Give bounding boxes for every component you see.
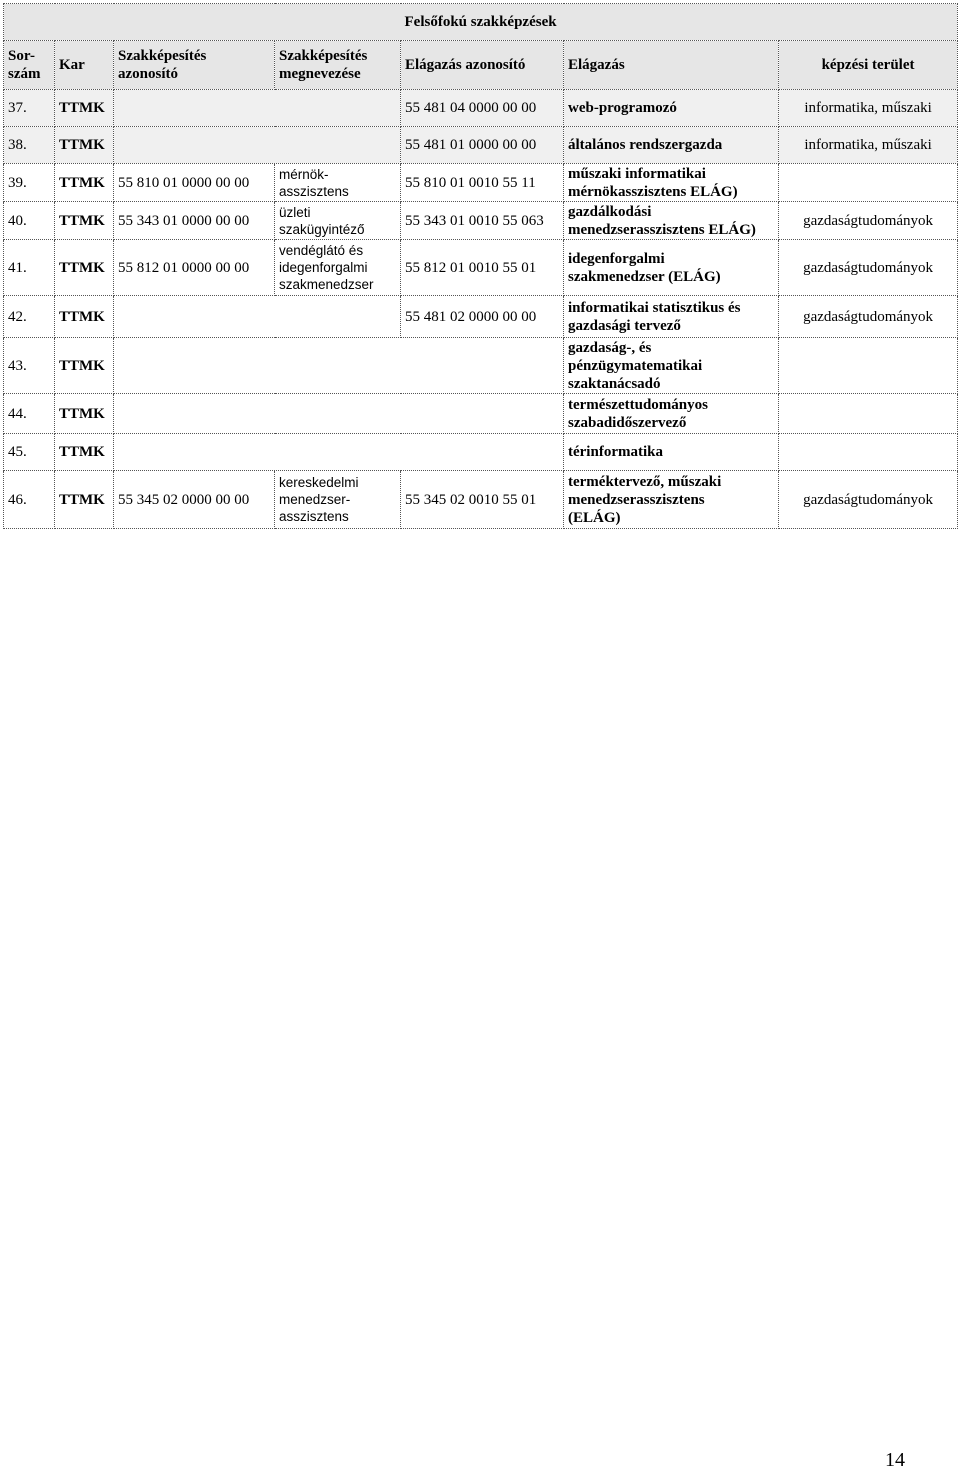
sorszam-cell: 43. bbox=[4, 338, 55, 394]
megnevezes-cell: kereskedelmi menedzser- asszisztens bbox=[275, 471, 401, 529]
elagazas-azonosito-cell: 55 343 01 0010 55 063 bbox=[401, 202, 564, 240]
header-sorszam: Sor- szám bbox=[4, 41, 55, 90]
table-row bbox=[4, 202, 958, 240]
szak-azonosito-cell: 55 812 01 0000 00 00 bbox=[114, 240, 275, 296]
header-elagazas-azonosito: Elágazás azonosító bbox=[401, 41, 564, 90]
elagazas-azonosito-cell: 55 481 02 0000 00 00 bbox=[401, 296, 564, 338]
training-table bbox=[3, 3, 958, 529]
elagazas-cell: műszaki informatikai mérnökasszisztens ELÁG) bbox=[564, 164, 779, 202]
sorszam-cell: 41. bbox=[4, 240, 55, 296]
empty-cell bbox=[114, 338, 564, 394]
elagazas-azonosito-cell: 55 812 01 0010 55 01 bbox=[401, 240, 564, 296]
header-kepzesi-terulet: képzési terület bbox=[779, 41, 958, 90]
kar-cell: TTMK bbox=[55, 127, 114, 164]
elagazas-cell: általános rendszergazda bbox=[564, 127, 779, 164]
elagazas-azonosito-cell: 55 481 01 0000 00 00 bbox=[401, 127, 564, 164]
szak-azonosito-cell: 55 345 02 0000 00 00 bbox=[114, 471, 275, 529]
kar-cell: TTMK bbox=[55, 296, 114, 338]
page-number: 14 bbox=[885, 1449, 905, 1471]
table-row bbox=[4, 240, 958, 296]
elagazas-cell: idegenforgalmi szakmenedzser (ELÁG) bbox=[564, 240, 779, 296]
sorszam-cell: 37. bbox=[4, 90, 55, 127]
table-row bbox=[4, 90, 958, 127]
header-kar: Kar bbox=[55, 41, 114, 90]
table-row bbox=[4, 471, 958, 529]
header-szak-azonosito: Szakképesítés azonosító bbox=[114, 41, 275, 90]
table-row bbox=[4, 127, 958, 164]
elagazas-cell: web-programozó bbox=[564, 90, 779, 127]
kar-cell: TTMK bbox=[55, 240, 114, 296]
elagazas-cell: térinformatika bbox=[564, 434, 779, 471]
elagazas-azonosito-cell: 55 345 02 0010 55 01 bbox=[401, 471, 564, 529]
empty-cell bbox=[114, 127, 401, 164]
table-row bbox=[4, 164, 958, 202]
kar-cell: TTMK bbox=[55, 394, 114, 434]
sorszam-cell: 45. bbox=[4, 434, 55, 471]
szak-azonosito-cell: 55 810 01 0000 00 00 bbox=[114, 164, 275, 202]
elagazas-cell: terméktervező, műszaki menedzserasszisztens (ELÁG) bbox=[564, 471, 779, 529]
table-row bbox=[4, 434, 958, 471]
terulet-cell: gazdaságtudományok bbox=[779, 296, 958, 338]
elagazas-cell: természettudományos szabadidőszervező bbox=[564, 394, 779, 434]
kar-cell: TTMK bbox=[55, 434, 114, 471]
table-title-row bbox=[4, 4, 958, 41]
header-szak-megnevezes: Szakképesítés megnevezése bbox=[275, 41, 401, 90]
megnevezes-cell: mérnök- asszisztens bbox=[275, 164, 401, 202]
terulet-cell bbox=[779, 394, 958, 434]
kar-cell: TTMK bbox=[55, 202, 114, 240]
empty-cell bbox=[114, 90, 401, 127]
kar-cell: TTMK bbox=[55, 471, 114, 529]
elagazas-cell: informatikai statisztikus és gazdasági tervező bbox=[564, 296, 779, 338]
kar-cell: TTMK bbox=[55, 338, 114, 394]
sorszam-cell: 39. bbox=[4, 164, 55, 202]
table-row bbox=[4, 394, 958, 434]
empty-cell bbox=[114, 434, 564, 471]
empty-cell bbox=[114, 296, 401, 338]
terulet-cell: gazdaságtudományok bbox=[779, 240, 958, 296]
terulet-cell bbox=[779, 434, 958, 471]
terulet-cell bbox=[779, 338, 958, 394]
header-elagazas: Elágazás bbox=[564, 41, 779, 90]
terulet-cell: gazdaságtudományok bbox=[779, 202, 958, 240]
table-row bbox=[4, 296, 958, 338]
sorszam-cell: 46. bbox=[4, 471, 55, 529]
elagazas-cell: gazdaság-, és pénzügymatematikai szaktanácsadó bbox=[564, 338, 779, 394]
table-header-row bbox=[4, 41, 958, 90]
elagazas-azonosito-cell: 55 810 01 0010 55 11 bbox=[401, 164, 564, 202]
table-row bbox=[4, 338, 958, 394]
elagazas-cell: gazdálkodási menedzserasszisztens ELÁG) bbox=[564, 202, 779, 240]
sorszam-cell: 38. bbox=[4, 127, 55, 164]
table-title: Felsőfokú szakképzések bbox=[4, 4, 958, 41]
megnevezes-cell: vendéglátó és idegenforgalmi szakmenedzser bbox=[275, 240, 401, 296]
terulet-cell: informatika, műszaki bbox=[779, 90, 958, 127]
kar-cell: TTMK bbox=[55, 164, 114, 202]
sorszam-cell: 42. bbox=[4, 296, 55, 338]
szak-azonosito-cell: 55 343 01 0000 00 00 bbox=[114, 202, 275, 240]
terulet-cell: informatika, műszaki bbox=[779, 127, 958, 164]
terulet-cell: gazdaságtudományok bbox=[779, 471, 958, 529]
elagazas-azonosito-cell: 55 481 04 0000 00 00 bbox=[401, 90, 564, 127]
kar-cell: TTMK bbox=[55, 90, 114, 127]
sorszam-cell: 40. bbox=[4, 202, 55, 240]
terulet-cell bbox=[779, 164, 958, 202]
empty-cell bbox=[114, 394, 564, 434]
megnevezes-cell: üzleti szakügyintéző bbox=[275, 202, 401, 240]
sorszam-cell: 44. bbox=[4, 394, 55, 434]
